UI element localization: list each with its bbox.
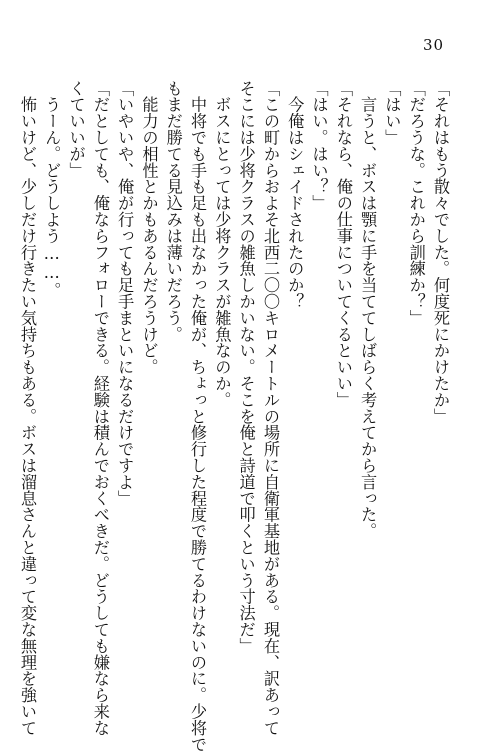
text-line: 「だとしても、俺ならフォローできる。経験は積んでおくべきだ。どうしても嫌なら来な: [90, 80, 110, 736]
text-line: そこには少将クラスの雑魚しかいない。そこを俺と詩道で叩くという寸法だ」: [236, 80, 256, 654]
text-line: 「はい。はい？」: [309, 80, 329, 212]
text-line: 「この町からおよそ北西二〇〇キロメートルの場所に自衛軍基地がある。現在、訳あって: [260, 80, 280, 736]
text-line: 怖いけど、少しだけ行きたい気持ちもある。ボスは溜息さんと違って変な無理を強いて: [17, 80, 37, 736]
page-number: 30: [423, 36, 445, 54]
text-line: 「はい」: [382, 80, 402, 146]
text-line: 「いやいや、俺が行っても足手まといになるだけですよ」: [115, 80, 135, 507]
text-line: 「それはもう散々でした。何度死にかけたか」: [431, 80, 450, 425]
text-line: もまだ勝てる見込みは薄いだろう。: [163, 80, 183, 343]
text-line: 今俺はシェイドされたのか？: [285, 80, 305, 310]
novel-text-column-block: [15, 80, 452, 752]
text-line: くていいが」: [66, 80, 86, 179]
text-line: 「だろうな。これから訓練か？」: [406, 80, 426, 326]
text-line: 能力の相性とかもあるんだろうけど。: [139, 80, 159, 376]
text-line: 中将でも手も足も出なかった俺が、ちょっと修行した程度で勝てるわけないのに。少将で: [188, 80, 208, 752]
text-line: うーん。どうしよう……。: [42, 80, 62, 299]
text-line: 言うと、ボスは顎に手を当ててしばらく考えてから言った。: [358, 80, 378, 540]
text-line: ボスにとっては少将クラスが雑魚なのか。: [212, 80, 232, 408]
text-line: 「それなら、俺の仕事についてくるといい」: [333, 80, 353, 408]
